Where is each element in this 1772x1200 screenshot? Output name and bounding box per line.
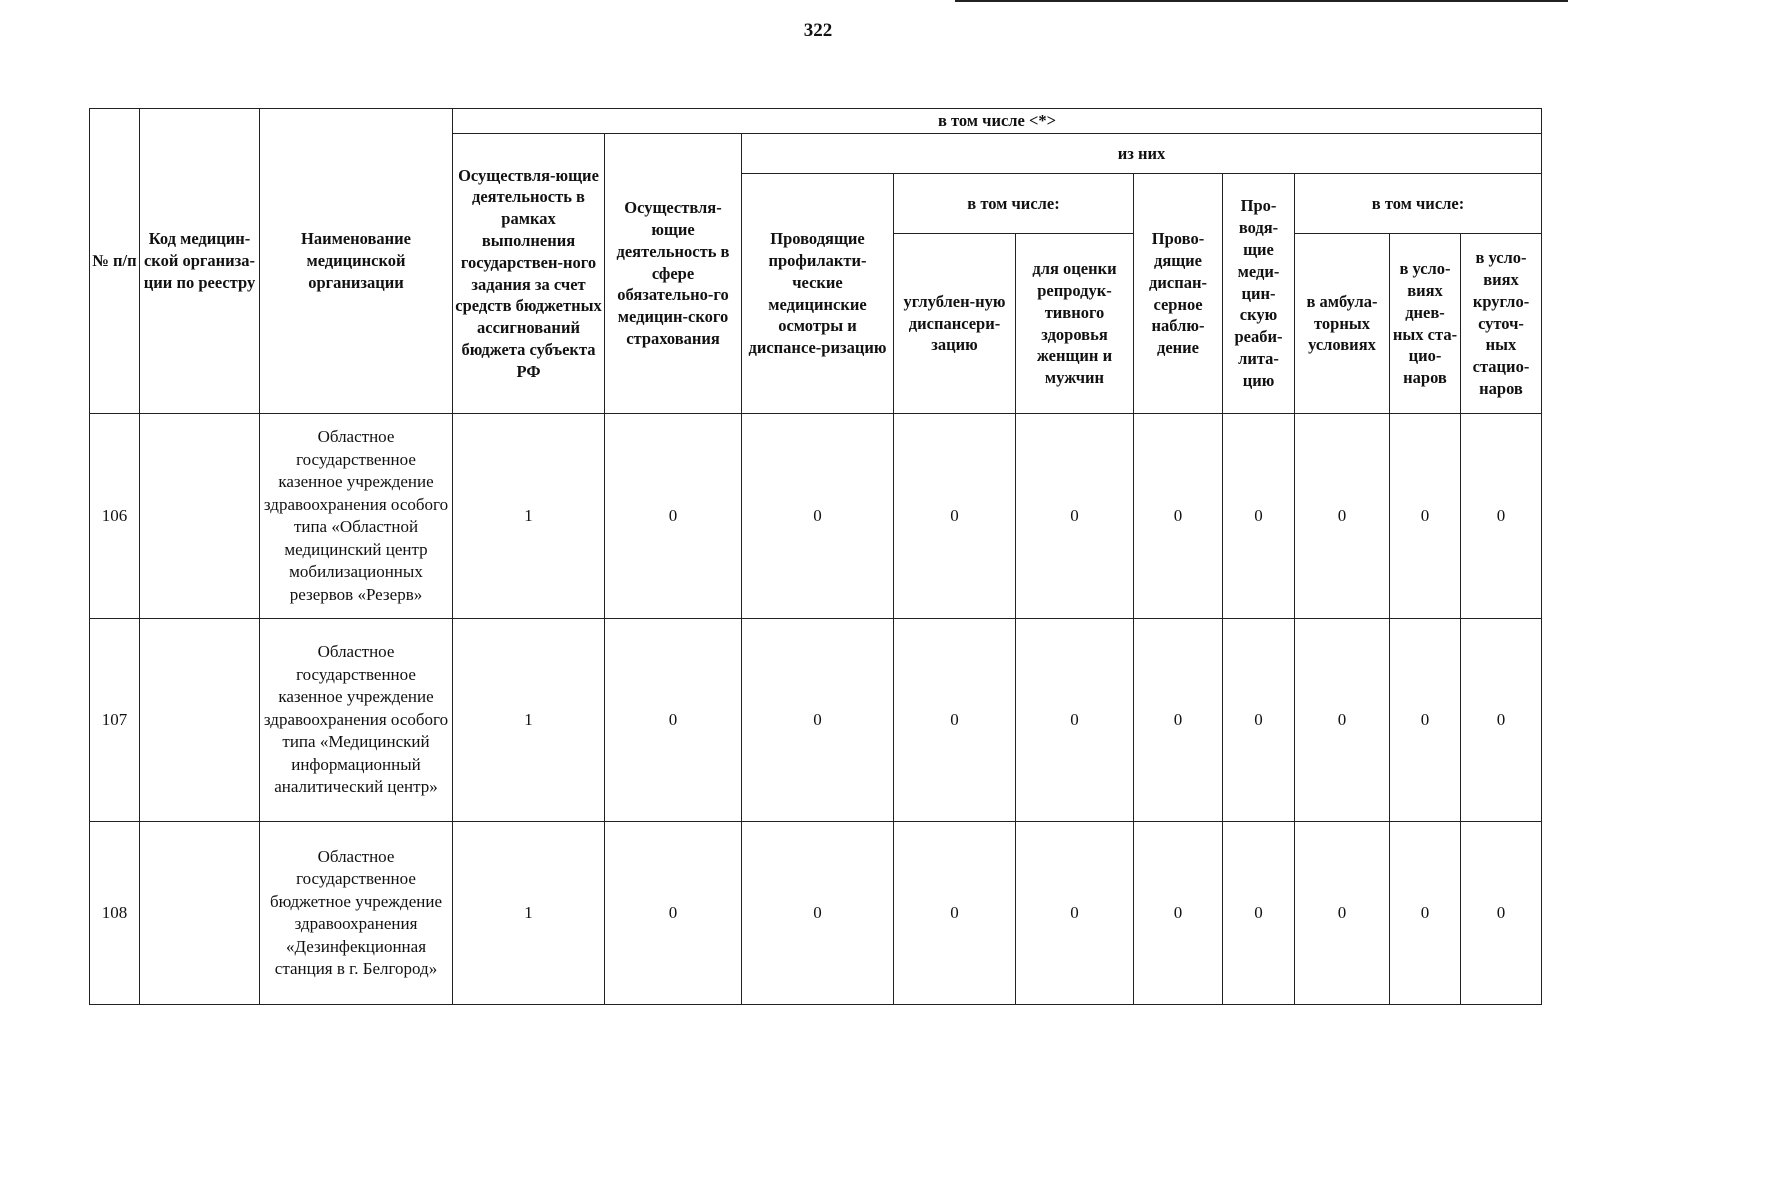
row-name: Областное государственное казенное учреждение здравоохранения особого типа «Областной медицинский центр мобилизационных резервов «Резерв» [260,414,453,619]
row-value-disp: 0 [1134,822,1223,1005]
table-row [90,822,1542,1005]
table-header [90,109,1542,414]
row-value-rehab: 0 [1223,822,1295,1005]
row-name: Областное государственное бюджетное учреждение здравоохранения «Дезинфекционная станция в г. Белгород» [260,822,453,1005]
row-value-disp: 0 [1134,414,1223,619]
row-value-oms: 0 [605,822,742,1005]
header-ambul: в амбула-торных условиях [1295,234,1390,414]
row-code [140,619,260,822]
top-rule [955,0,1568,2]
table-row [90,619,1542,822]
row-value-budget: 1 [453,414,605,619]
header-code: Код медицин-ской организа-ции по реестру [140,109,260,414]
row-value-disp: 0 [1134,619,1223,822]
header-including-3: в том числе: [1295,174,1542,234]
row-value-oms: 0 [605,619,742,822]
row-value-day: 0 [1390,414,1461,619]
header-including: в том числе <*> [453,109,1542,134]
row-value-deep: 0 [894,619,1016,822]
page-number: 322 [803,20,833,41]
row-value-ambul: 0 [1295,822,1390,1005]
header-rehab: Про-водя-щие меди-цин-скую реаби-лита-цию [1223,174,1295,414]
row-value-round: 0 [1461,619,1542,822]
header-name: Наименование медицинской организации [260,109,453,414]
table-row [90,414,1542,619]
row-value-round: 0 [1461,822,1542,1005]
row-value-ambul: 0 [1295,619,1390,822]
header-row [90,109,1542,134]
row-value-repro: 0 [1016,619,1134,822]
row-value-day: 0 [1390,822,1461,1005]
row-num: 108 [90,822,140,1005]
registry-table [89,108,1542,1005]
row-value-prof: 0 [742,619,894,822]
row-value-prof: 0 [742,414,894,619]
row-value-rehab: 0 [1223,414,1295,619]
row-value-round: 0 [1461,414,1542,619]
row-name: Областное государственное казенное учреждение здравоохранения особого типа «Медицинский информационный аналитический центр» [260,619,453,822]
header-of-them: из них [742,134,1542,174]
row-value-budget: 1 [453,619,605,822]
row-value-repro: 0 [1016,822,1134,1005]
header-num: № п/п [90,109,140,414]
row-value-budget: 1 [453,822,605,1005]
row-value-ambul: 0 [1295,414,1390,619]
header-deep: углублен-ную диспансери-зацию [894,234,1016,414]
row-code [140,414,260,619]
row-value-oms: 0 [605,414,742,619]
table-body [90,414,1542,1005]
row-value-deep: 0 [894,822,1016,1005]
row-code [140,822,260,1005]
row-value-day: 0 [1390,619,1461,822]
header-repro: для оценки репродук-тивного здоровья женщин и мужчин [1016,234,1134,414]
row-value-prof: 0 [742,822,894,1005]
row-value-deep: 0 [894,414,1016,619]
header-round: в усло-виях кругло-суточ-ных стацио-наров [1461,234,1542,414]
row-value-rehab: 0 [1223,619,1295,822]
header-including-2: в том числе: [894,174,1134,234]
header-disp: Прово-дящие диспан-серное наблю-дение [1134,174,1223,414]
header-day: в усло-виях днев-ных ста-цио-наров [1390,234,1461,414]
header-oms: Осуществля-ющие деятельность в сфере обязательно-го медицин-ского страхования [605,134,742,414]
row-num: 107 [90,619,140,822]
header-prof: Проводящие профилакти-ческие медицинские осмотры и диспансе-ризацию [742,174,894,414]
header-budget: Осуществля-ющие деятельность в рамках выполнения государствен-ного задания за счет средств бюджетных ассигнований бюджета субъекта РФ [453,134,605,414]
row-num: 106 [90,414,140,619]
row-value-repro: 0 [1016,414,1134,619]
